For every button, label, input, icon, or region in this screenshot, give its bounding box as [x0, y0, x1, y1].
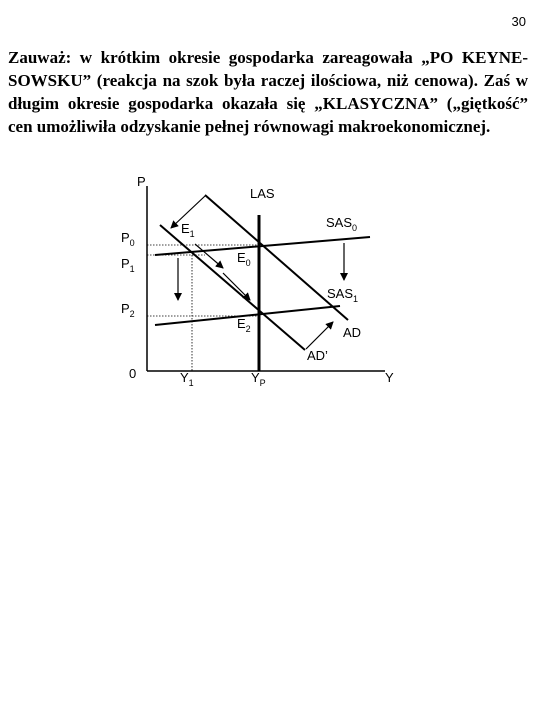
axis-x-label: Y — [385, 370, 394, 385]
sas1-line — [155, 306, 340, 325]
origin-label: 0 — [129, 366, 137, 381]
yp-label: $Y_P$ — [251, 370, 266, 388]
e2-label: $E_2$ — [237, 316, 251, 334]
e0-label: $E_0$ — [237, 250, 251, 268]
sas0-label: $SAS_0$ — [326, 215, 358, 233]
ad-prime-label: AD’ — [307, 348, 328, 363]
e1-to-e2-arrow-2 — [223, 273, 250, 300]
axis-y-label: P — [137, 174, 146, 189]
ad-label: AD — [343, 325, 362, 340]
page-number: 30 — [511, 14, 526, 29]
e1-to-e2-arrow-1 — [195, 244, 223, 268]
y1-label: $Y_1$ — [180, 370, 194, 388]
p1-label: $P_1$ — [121, 256, 135, 274]
p0-label: $P_0$ — [121, 230, 135, 248]
paragraph-text: Zauważ: w krótkim okresie gospodarka zareagowała „PO KEYNE-SOWSKU” (reakcja na szok była raczej ilościowa, niż cenowa). Zaś w długim okresie gospodarka okazała się „KLASYCZNA” („giętkość” cen umożliwiła odzyskanie pełnej równowagi makroekonomicznej. — [8, 48, 528, 136]
p2-label: $P_2$ — [121, 301, 135, 319]
las-label: LAS — [250, 186, 275, 201]
sas1-label: $SAS_1$ — [327, 286, 359, 304]
e1-label: $E_1$ — [181, 221, 195, 239]
ad-line — [205, 195, 348, 320]
ad-return-arrow — [306, 322, 333, 349]
